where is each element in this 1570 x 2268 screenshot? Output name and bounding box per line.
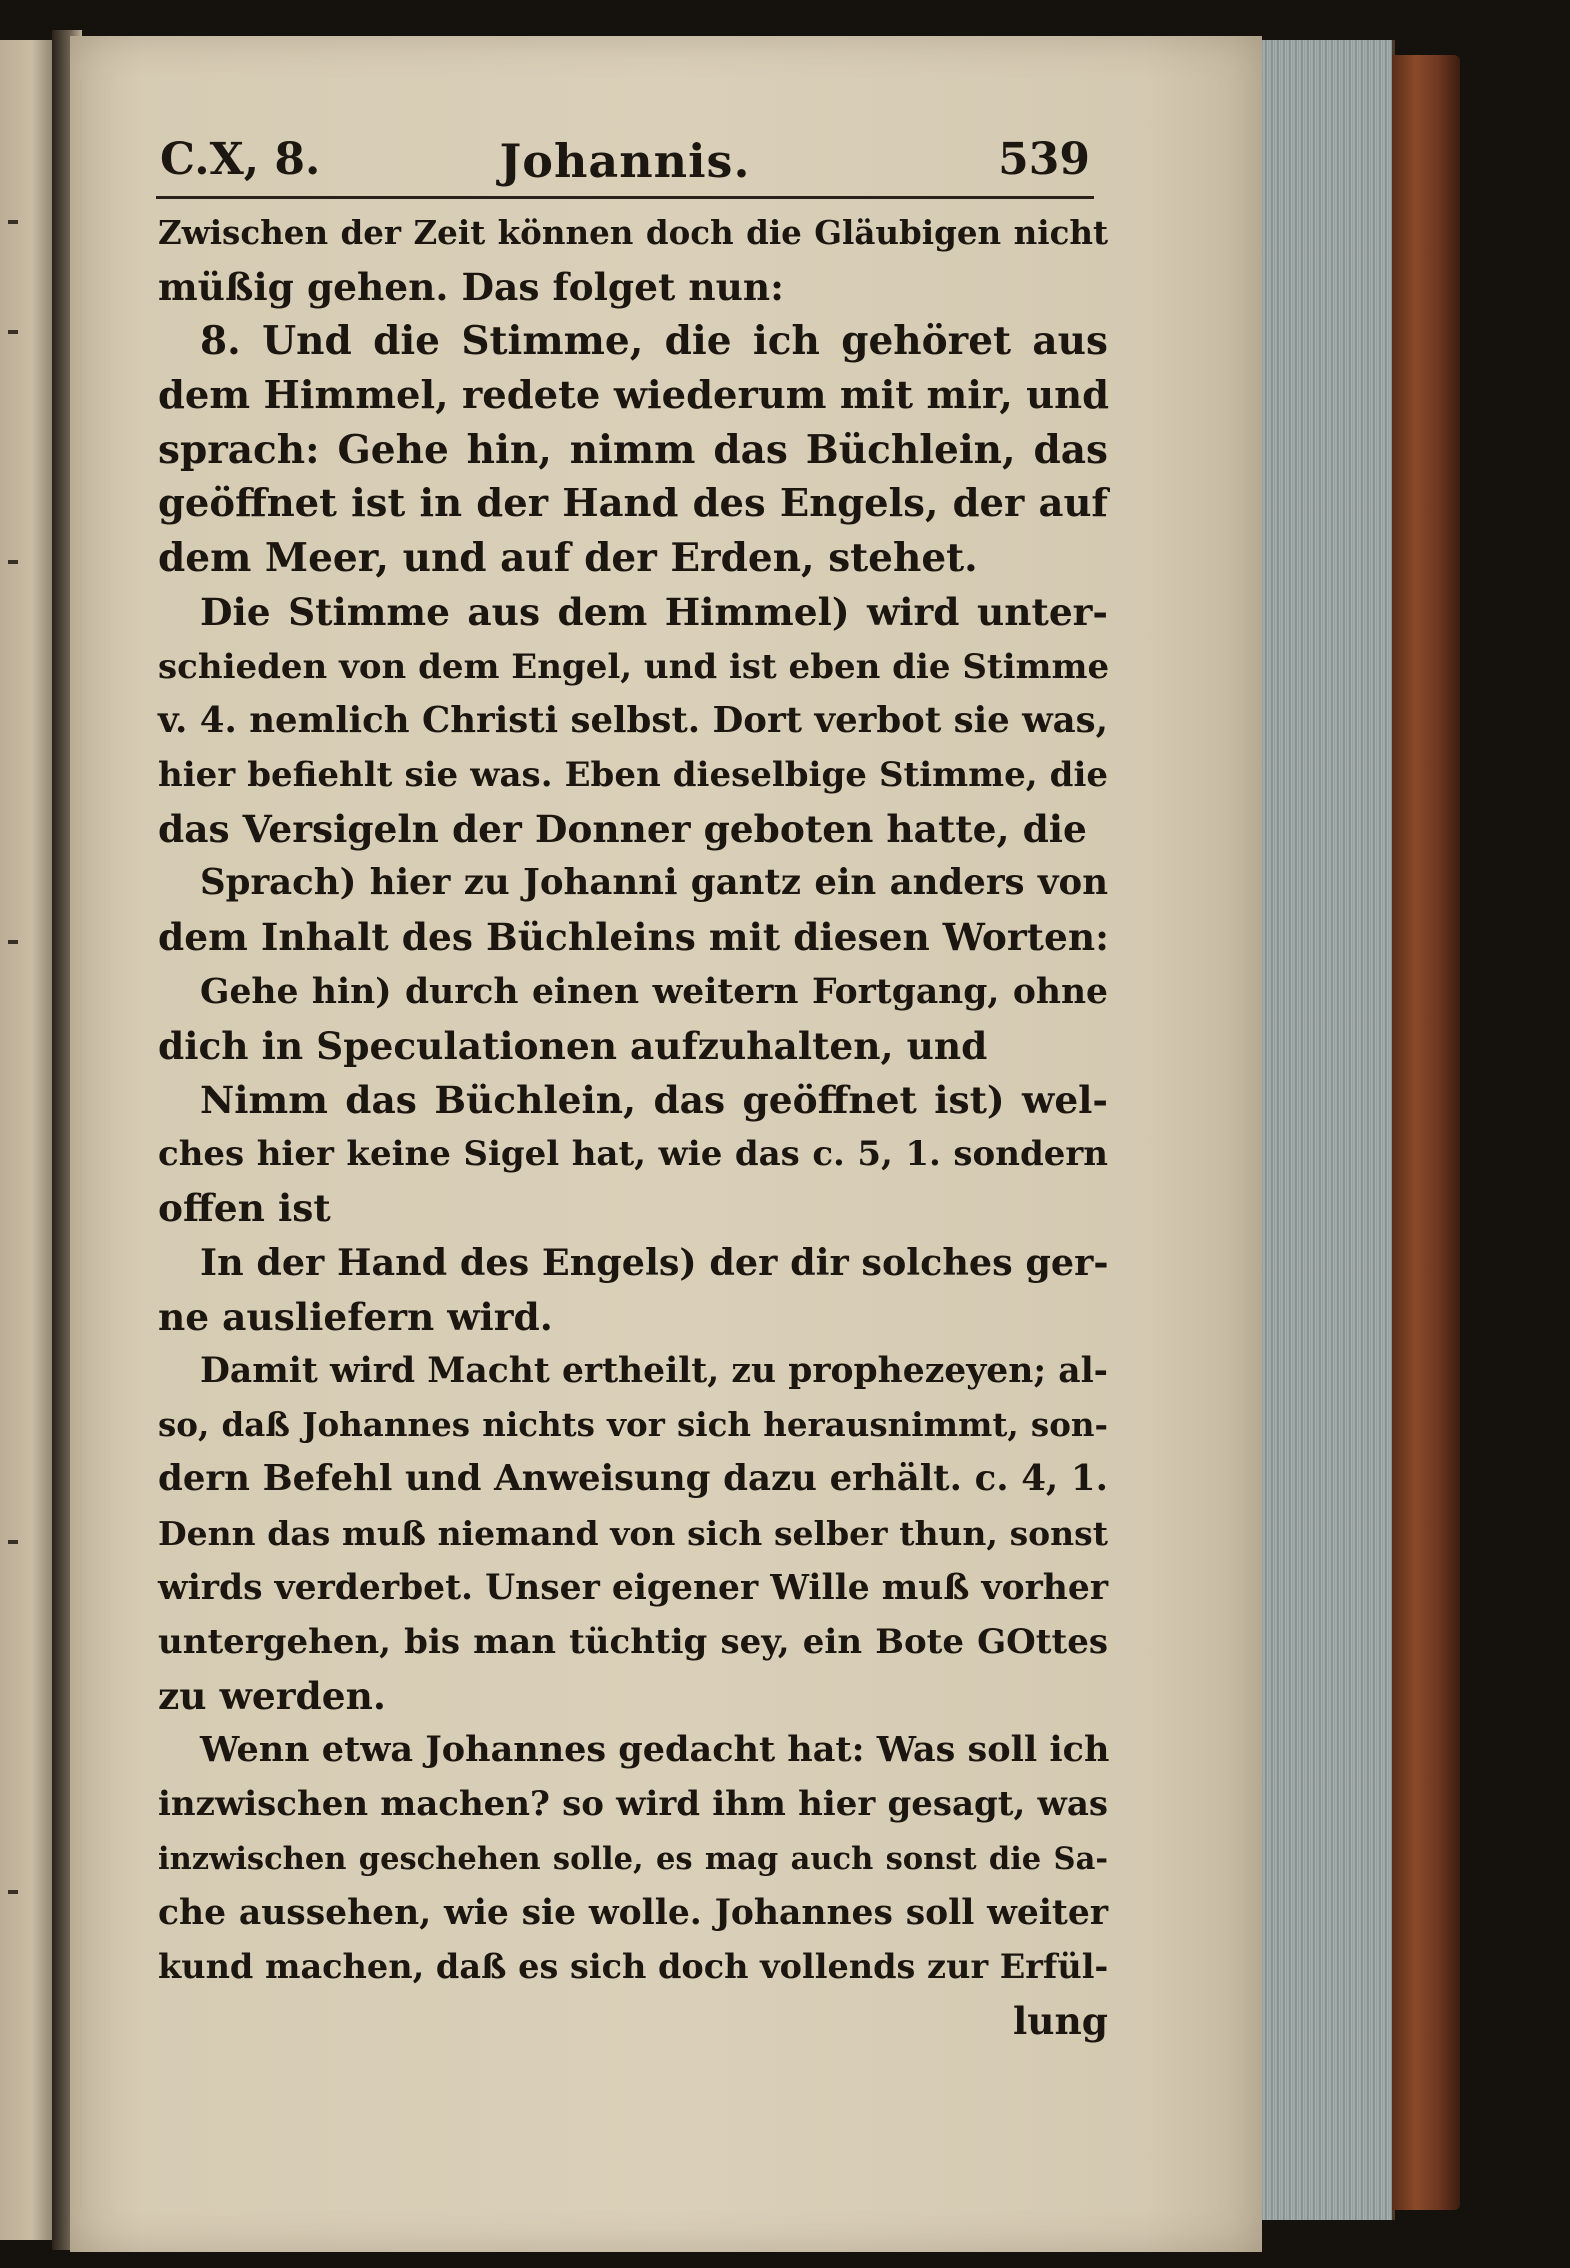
page-title: Johannis.: [499, 134, 751, 188]
text-line: zu werden.: [158, 1674, 386, 1719]
body-text: [158, 206, 1108, 2048]
text-line: untergehen, bis man tüchtig sey, ein Bote GOttes: [158, 1621, 1108, 1662]
text-line: Wenn etwa Johannes gedacht hat: Was soll ich: [200, 1729, 1110, 1771]
text-line: 8. Und die Stimme, die ich gehöret aus: [200, 318, 1108, 365]
text-line: dern Befehl und Anweisung dazu erhält. c. 4, 1.: [158, 1458, 1108, 1500]
text-line: dem Meer, und auf der Erden, stehet.: [158, 535, 978, 582]
leather-cover: [1392, 55, 1460, 2210]
text-line: so, daß Johannes nichts vor sich herausnimmt, son-: [158, 1405, 1108, 1445]
running-head: [160, 134, 1090, 198]
text-line: Gehe hin) durch einen weitern Fortgang, ohne: [200, 971, 1108, 1012]
catchword: lung: [1013, 1999, 1108, 2044]
text-line: In der Hand des Engels) der dir solches ger-: [200, 1240, 1109, 1284]
text-line: inzwischen machen? so wird ihm hier gesagt, was: [158, 1784, 1108, 1825]
text-line: ches hier keine Sigel hat, wie das c. 5, 1. sondern: [158, 1134, 1108, 1175]
text-line: ne ausliefern wird.: [158, 1294, 553, 1339]
header-rule: [156, 196, 1094, 199]
text-line: Denn das muß niemand von sich selber thun, sonst: [158, 1513, 1108, 1553]
text-line: geöffnet ist in der Hand des Engels, der auf: [158, 480, 1108, 526]
ink-mark: [8, 330, 18, 334]
page-block-edge: [1262, 40, 1395, 2220]
page-number: 539: [998, 134, 1090, 185]
text-line: Damit wird Macht ertheilt, zu prophezeyen; al-: [200, 1350, 1108, 1391]
text-line: kund machen, daß es sich doch vollends zur Erfül-: [158, 1947, 1109, 1986]
ink-mark: [8, 1890, 18, 1894]
text-line: Nimm das Büchlein, das geöffnet ist) wel-: [200, 1078, 1108, 1122]
ink-mark: [8, 560, 18, 564]
ink-mark: [8, 940, 18, 944]
text-line: che aussehen, wie sie wolle. Johannes soll weiter: [158, 1892, 1108, 1933]
text-line: offen ist: [158, 1186, 331, 1231]
text-line: das Versigeln der Donner geboten hatte, die: [158, 807, 1087, 852]
chapter-reference: C.X, 8.: [160, 134, 321, 185]
text-line: hier befiehlt sie was. Eben dieselbige Stimme, die: [158, 754, 1108, 795]
text-line: dem Himmel, redete wiederum mit mir, und: [158, 372, 1110, 418]
facing-page-edge: [0, 40, 58, 2240]
text-line: Die Stimme aus dem Himmel) wird unter-: [200, 590, 1108, 635]
text-line: sprach: Gehe hin, nimm das Büchlein, das: [158, 426, 1108, 473]
text-line: v. 4. nemlich Christi selbst. Dort verbot sie was,: [158, 699, 1108, 741]
text-line: inzwischen geschehen solle, es mag auch sonst die Sa-: [158, 1840, 1108, 1877]
text-line: Sprach) hier zu Johanni gantz ein anders von: [200, 862, 1108, 904]
text-line: wirds verderbet. Unser eigener Wille muß vorher: [158, 1567, 1108, 1608]
text-line: müßig gehen. Das folget nun:: [158, 265, 785, 310]
text-line: dich in Speculationen aufzuhalten, und: [158, 1023, 988, 1068]
text-line: dem Inhalt des Büchleins mit diesen Worten:: [158, 915, 1109, 960]
text-line: Zwischen der Zeit können doch die Gläubigen nicht: [158, 213, 1108, 252]
ink-mark: [8, 1540, 18, 1544]
ink-mark: [8, 220, 18, 224]
text-line: schieden von dem Engel, und ist eben die Stimme: [158, 646, 1110, 687]
